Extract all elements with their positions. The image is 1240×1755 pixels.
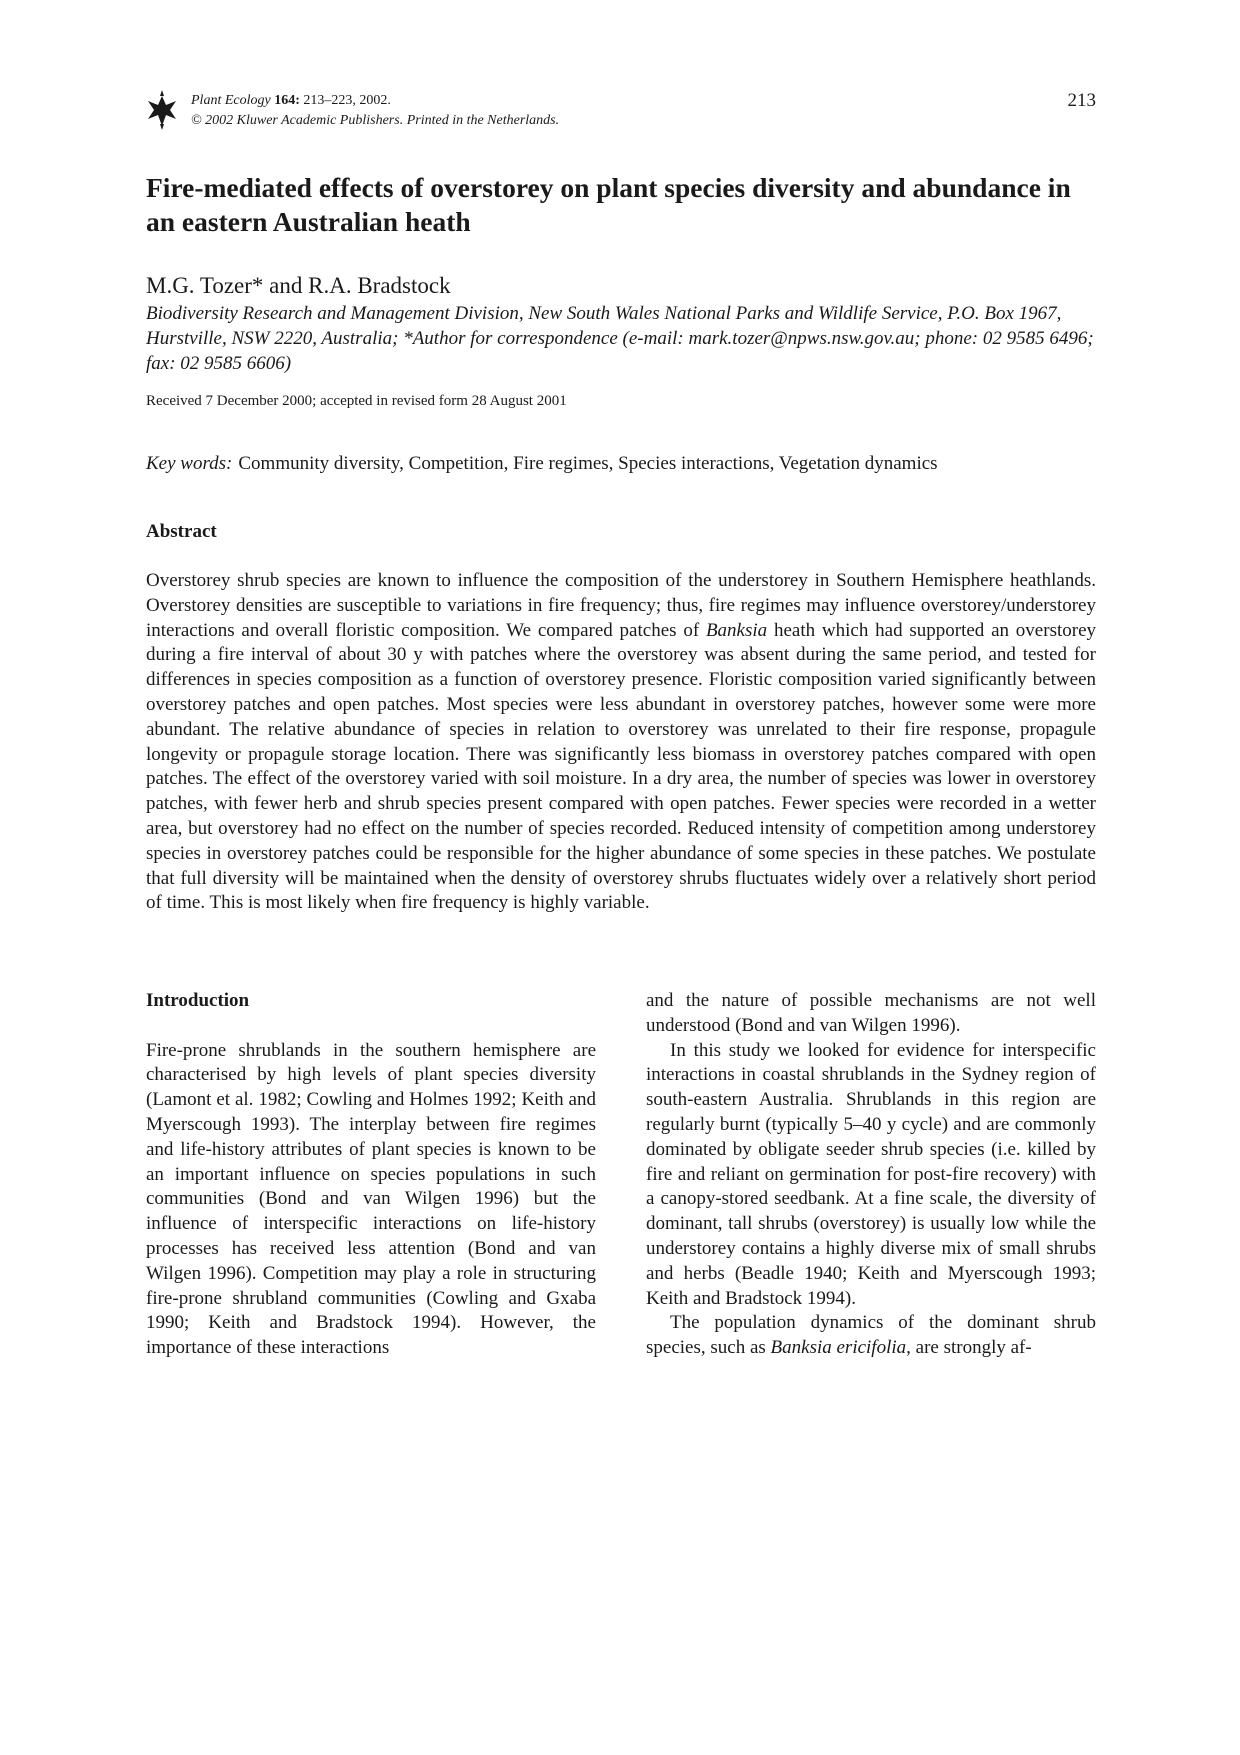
- introduction-paragraph-3: [646, 1311, 1096, 1361]
- page-number: 213: [1067, 90, 1096, 111]
- keywords-text: Community diversity, Competition, Fire regimes, Species interactions, Vegetation dynamics: [238, 453, 938, 474]
- article-title: Fire-mediated effects of overstorey on plant species diversity and abundance in an eastern Australian heath: [146, 172, 1071, 237]
- introduction-paragraph-1-continued: and the nature of possible mechanisms are not well understood (Bond and van Wilgen 1996).: [646, 990, 1096, 1036]
- abstract-body: [146, 569, 1096, 916]
- species-name: Banksia ericifolia: [770, 1337, 907, 1359]
- copyright-line: © 2002 Kluwer Academic Publishers. Printed in the Netherlands.: [191, 113, 560, 128]
- introduction-paragraph-1: Fire-prone shrublands in the southern hemisphere are characterised by high levels of plant species diversity (Lamont et al. 1982; Cowling and Holmes 1992; Keith and Myerscough 1993). The interplay between fire regimes and life-history attributes of plant species is known to be an important influence on species populations in such communities (Bond and van Wilgen 1996) but the influence of interspecific interactions on life-history processes has received less attention (Bond and van Wilgen 1996). Competition may play a role in structuring fire-prone shrubland communities (Cowling and Gxaba 1990; Keith and Bradstock 1994). However, the importance of these interactions: [146, 1039, 596, 1359]
- page-header: [146, 90, 1096, 134]
- abstract-text-part1: Overstorey shrub species are known to influence the composition of the understorey in Southern Hemisphere heathlands. Overstorey densities are susceptible to variations in fire frequency; thus, fire regimes may influence overstorey/understorey interactions and overall floristic composition. We compared patches of: [146, 570, 1096, 641]
- journal-volume: 164:: [274, 93, 300, 108]
- journal-name: Plant Ecology: [191, 93, 271, 108]
- introduction-paragraph-3-text: The population dynamics of the dominant shrub species, such as: [646, 1312, 1096, 1359]
- abstract-genus-name: Banksia: [705, 619, 768, 641]
- right-column: [646, 989, 1096, 1361]
- introduction-paragraph-2: In this study we looked for evidence for interspecific interactions in coastal shrublands in the Sydney region of south-eastern Australia. Shrublands in this region are regularly burnt (typically 5–40 y cycle) and are commonly dominated by obligate seeder shrub species (i.e. killed by fire and reliant on germination for post-fire recovery) with a canopy-stored seedbank. At a fine scale, the diversity of dominant, tall shrubs (overstorey) is usually low while the understorey contains a highly diverse mix of small shrubs and herbs (Beadle 1940; Keith and Myerscough 1993; Keith and Bradstock 1994).: [646, 1039, 1096, 1309]
- kluwer-publisher-logo-icon: [146, 90, 178, 130]
- introduction-paragraph-3-tail: , are strongly af-: [906, 1337, 1032, 1359]
- author-list: M.G. Tozer* and R.A. Bradstock: [146, 273, 451, 298]
- abstract-text-part2: heath which had supported an overstorey during a fire interval of about 30 y with patches where the overstorey was absent during the same period, and tested for differences in species composition as a function of overstorey presence. Floristic composition varied significantly between overstorey patches and open patches. Most species were less abundant in overstorey patches, however some were more abundant. The relative abundance of species in relation to overstorey was unrelated to their fire response, propagule longevity or propagule storage location. There was significantly less biomass in overstorey patches compared with open patches. The effect of the overstorey varied with soil moisture. In a dry area, the number of species was lower in overstorey patches, with fewer herb and shrub species present compared with open patches. Fewer species were recorded in a wetter area, but overstorey had no effect on the number of species recorded. Reduced intensity of competition among understorey species in overstorey patches could be responsible for the higher abundance of some species in these patches. We postulate that full diversity will be maintained when the density of overstorey shrubs fluctuates widely over a relatively short period of time. This is most likely when fire frequency is highly variable.: [146, 619, 1096, 914]
- introduction-heading: Introduction: [146, 990, 250, 1011]
- left-column: [146, 989, 596, 1361]
- journal-citation: [191, 91, 559, 131]
- received-dates: Received 7 December 2000; accepted in revised form 28 August 2001: [146, 393, 567, 409]
- keywords: [146, 452, 1106, 476]
- abstract-heading: Abstract: [146, 521, 217, 542]
- journal-pages-year: 213–223, 2002.: [303, 93, 391, 108]
- keywords-label: Key words:: [146, 453, 233, 474]
- author-affiliation: Biodiversity Research and Management Division, New South Wales National Parks and Wildlife Service, P.O. Box 1967, Hurstville, NSW 2220, Australia; *Author for correspondence (e-mail: mark.tozer@npws.nsw.gov.au; phone: 02 9585 6496; fax: 02 9585 6606): [146, 303, 1094, 374]
